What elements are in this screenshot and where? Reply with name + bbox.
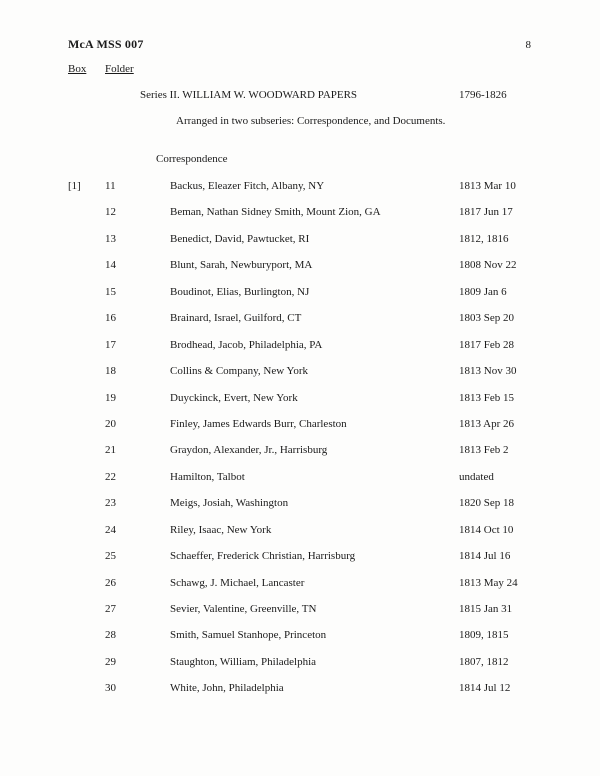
row-entry-name: Benedict, David, Pawtucket, RI [170,232,310,245]
row-entry-date: 1814 Jul 16 [459,550,511,563]
document-header [68,37,531,52]
row-entry-date: 1812, 1816 [459,232,509,245]
page-number: 8 [525,39,531,51]
row-entry-name: Meigs, Josiah, Washington [170,497,289,510]
table-row [0,603,600,629]
row-entry-name: White, John, Philadelphia [170,682,284,695]
row-folder-number: 21 [105,444,116,457]
row-folder-number: 17 [105,338,116,351]
row-entry-date: 1817 Feb 28 [459,338,514,351]
collection-id: McA MSS 007 [68,37,144,51]
row-box-number: [1] [68,180,81,192]
row-entry-date: 1813 Apr 26 [459,417,514,430]
row-entry-name: Smith, Samuel Stanhope, Princeton [170,629,327,642]
table-row [0,656,600,682]
row-entry-date: 1813 Feb 2 [459,444,509,457]
table-row [0,233,600,259]
row-entry-name: Brodhead, Jacob, Philadelphia, PA [170,338,323,351]
row-entry-name: Schaeffer, Frederick Christian, Harrisburg [170,550,356,563]
table-row [0,286,600,312]
row-folder-number: 15 [105,285,116,298]
table-row [0,206,600,232]
row-entry-date: 1808 Nov 22 [459,259,517,272]
table-row [0,577,600,603]
row-entry-date: 1817 Jun 17 [459,206,513,219]
table-row [0,629,600,655]
row-entry-name: Collins & Company, New York [170,365,309,378]
table-row [0,259,600,285]
row-folder-number: 20 [105,417,116,430]
row-folder-number: 24 [105,523,116,536]
row-folder-number: 28 [105,629,116,642]
table-row [0,497,600,523]
row-entry-name: Brainard, Israel, Guilford, CT [170,312,302,325]
subseries-heading: Correspondence [156,153,228,165]
row-folder-number: 26 [105,576,116,589]
row-entry-date: 1815 Jan 31 [459,603,513,615]
row-entry-name: Sevier, Valentine, Greenville, TN [170,603,317,615]
table-row [0,444,600,470]
column-headers [68,63,134,75]
row-folder-number: 23 [105,497,116,510]
row-folder-number: 30 [105,682,116,695]
row-entry-name: Boudinot, Elias, Burlington, NJ [170,285,310,298]
table-row [0,392,600,418]
table-row [0,524,600,550]
row-entry-date: 1814 Oct 10 [459,523,514,536]
series-title: Series II. WILLIAM W. WOODWARD PAPERS [140,89,358,101]
row-entry-name: Blunt, Sarah, Newburyport, MA [170,259,313,272]
table-row [0,418,600,444]
row-entry-name: Staughton, William, Philadelphia [170,655,317,668]
row-entry-name: Hamilton, Talbot [170,470,245,483]
box-column-header: Box [68,63,87,75]
row-entry-name: Beman, Nathan Sidney Smith, Mount Zion, GA [170,206,381,219]
row-folder-number: 22 [105,470,116,483]
row-entry-date: 1814 Jul 12 [459,682,511,695]
table-row [0,550,600,576]
row-entry-date: 1809 Jan 6 [459,285,507,298]
row-folder-number: 16 [105,312,116,325]
table-row [0,365,600,391]
row-entry-name: Backus, Eleazer Fitch, Albany, NY [170,180,325,192]
row-folder-number: 14 [105,259,116,272]
row-folder-number: 27 [105,603,116,615]
row-entry-date: undated [459,470,494,483]
row-folder-number: 13 [105,232,116,245]
row-entry-name: Riley, Isaac, New York [170,523,272,536]
row-entry-date: 1813 Nov 30 [459,365,517,378]
row-folder-number: 11 [105,180,116,192]
row-entry-date: 1813 May 24 [459,576,518,589]
row-entry-date: 1807, 1812 [459,655,509,668]
row-entry-name: Schawg, J. Michael, Lancaster [170,576,305,589]
folder-column-header: Folder [105,63,134,75]
row-entry-name: Duyckinck, Evert, New York [170,391,298,404]
row-entry-date: 1820 Sep 18 [459,497,514,510]
table-row [0,339,600,365]
table-row [0,312,600,338]
row-folder-number: 25 [105,550,116,563]
row-folder-number: 18 [105,365,116,378]
row-folder-number: 29 [105,655,116,668]
row-entry-date: 1803 Sep 20 [459,312,514,325]
row-entry-name: Graydon, Alexander, Jr., Harrisburg [170,444,328,457]
row-entry-date: 1813 Feb 15 [459,391,514,404]
row-folder-number: 12 [105,206,116,219]
arrangement-note: Arranged in two subseries: Correspondence, and Documents. [176,115,446,127]
folder-list [0,180,600,709]
row-folder-number: 19 [105,391,116,404]
row-entry-name: Finley, James Edwards Burr, Charleston [170,417,347,430]
table-row [0,682,600,708]
table-row [0,471,600,497]
row-entry-date: 1813 Mar 10 [459,180,516,192]
series-date-range: 1796-1826 [459,89,507,101]
row-entry-date: 1809, 1815 [459,629,509,642]
table-row [0,180,600,206]
